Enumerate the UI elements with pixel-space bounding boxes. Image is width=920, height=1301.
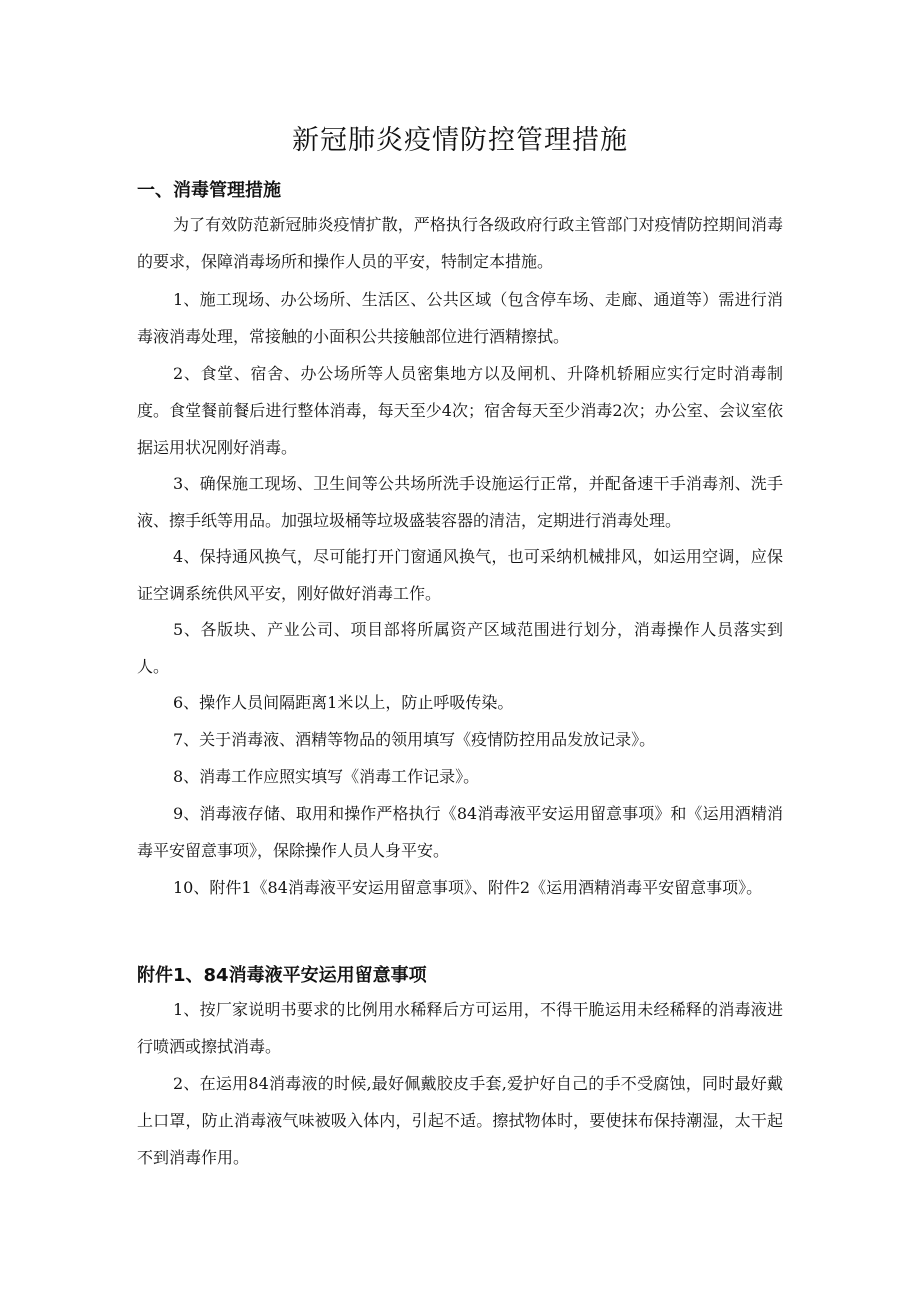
paragraph: 3、确保施工现场、卫生间等公共场所洗手设施运行正常，并配备速干手消毒剂、洗手液、擦手纸等用品。加强垃圾桶等垃圾盛装容器的清洁，定期进行消毒处理。 bbox=[137, 474, 783, 530]
paragraph: 8、消毒工作应照实填写《消毒工作记录》。 bbox=[173, 767, 480, 786]
paragraph: 4、保持通风换气，尽可能打开门窗通风换气，也可采纳机械排风，如运用空调，应保证空调系统供风平安，刚好做好消毒工作。 bbox=[137, 547, 783, 603]
paragraph: 9、消毒液存储、取用和操作严格执行《84消毒液平安运用留意事项》和《运用酒精消毒平安留意事项》，保除操作人员人身平安。 bbox=[137, 804, 783, 860]
section-heading-attachment-1: 附件1、84消毒液平安运用留意事项 bbox=[137, 965, 427, 986]
paragraph: 5、各版块、产业公司、项目部将所属资产区域范围进行划分，消毒操作人员落实到人。 bbox=[137, 620, 783, 676]
paragraph: 7、关于消毒液、酒精等物品的领用填写《疫情防控用品发放记录》。 bbox=[173, 730, 656, 749]
paragraph: 2、食堂、宿舍、办公场所等人员密集地方以及闸机、升降机轿厢应实行定时消毒制度。食堂餐前餐后进行整体消毒，每天至少4次；宿舍每天至少消毒2次；办公室、会议室依据运用状况刚好消毒。 bbox=[137, 364, 783, 457]
section-heading-disinfection: 一、消毒管理措施 bbox=[137, 180, 281, 201]
document-title: 新冠肺炎疫情防控管理措施 bbox=[292, 125, 628, 156]
paragraph: 1、施工现场、办公场所、生活区、公共区域（包含停车场、走廊、通道等）需进行消毒液消毒处理，常接触的小面积公共接触部位进行酒精擦拭。 bbox=[137, 290, 783, 346]
paragraph: 2、在运用84消毒液的时候,最好佩戴胶皮手套,爱护好自己的手不受腐蚀，同时最好戴上口罩，防止消毒液气味被吸入体内，引起不适。擦拭物体时，要使抹布保持潮湿，太干起不到消毒作用。 bbox=[137, 1074, 783, 1167]
paragraph: 6、操作人员间隔距离1米以上，防止呼吸传染。 bbox=[173, 693, 514, 712]
paragraph: 为了有效防范新冠肺炎疫情扩散，严格执行各级政府行政主管部门对疫情防控期间消毒的要求，保障消毒场所和操作人员的平安，特制定本措施。 bbox=[137, 215, 783, 271]
paragraph: 1、按厂家说明书要求的比例用水稀释后方可运用，不得干脆运用未经稀释的消毒液进行喷洒或擦拭消毒。 bbox=[137, 1000, 783, 1056]
paragraph: 10、附件1《84消毒液平安运用留意事项》、附件2《运用酒精消毒平安留意事项》。 bbox=[173, 878, 763, 897]
